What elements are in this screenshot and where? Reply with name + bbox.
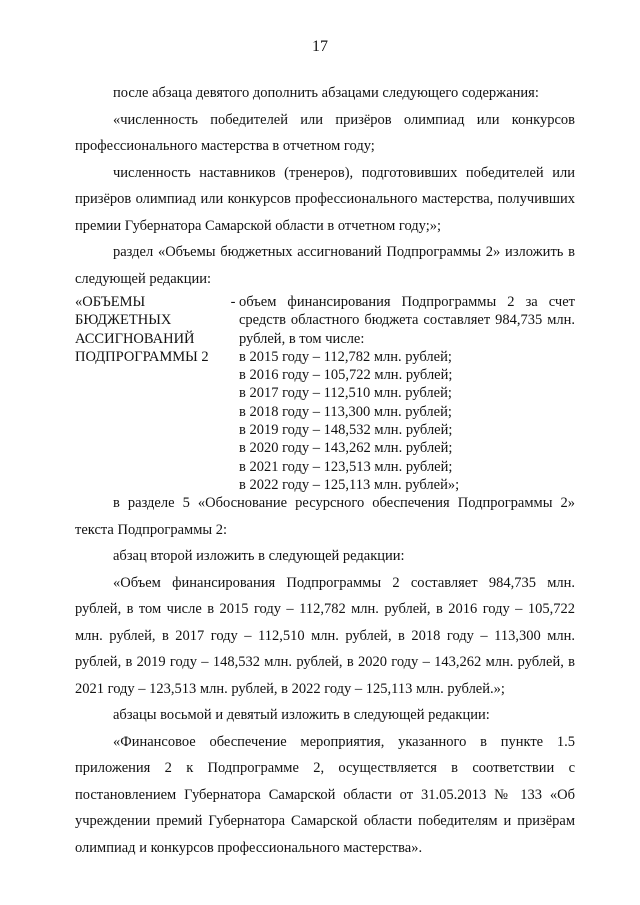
bottom-text-block bbox=[75, 490, 575, 861]
budget-table-values bbox=[239, 293, 575, 494]
paragraph-winners-count: «численность победителей или призёров олимпиад или конкурсов профессионального мастерства в отчетном году; bbox=[75, 111, 575, 154]
paragraph-abzac-second: абзац второй изложить в следующей редакции: bbox=[113, 548, 405, 564]
paragraph-financial-support: «Финансовое обеспечение мероприятия, указанного в пункте 1.5 приложения 2 к Подпрограмме 2, осуществляется в соответствии с постановлением Губернатора Самарской области от 31.05.2013 № 133 «Об учреждении премий Губернатора Самарской области победителям и призёрам олимпиад и конкурсов профессионального мастерства». bbox=[75, 733, 575, 856]
top-text-block bbox=[75, 80, 575, 292]
budget-year-line: в 2021 году – 123,513 млн. рублей; bbox=[239, 458, 453, 475]
budget-table-label bbox=[75, 293, 227, 494]
budget-year-line: в 2020 году – 143,262 млн. рублей; bbox=[239, 440, 453, 457]
paragraph-financing-volume: «Объем финансирования Подпрограммы 2 составляет 984,735 млн. рублей, в том числе в 2015 году – 112,782 млн. рублей, в 2016 году – 105,722 млн. рублей, в 2017 году – 112,510 млн. рублей, в 2018 году – 113,300 млн. рублей, в 2019 году – 148,532 млн. рублей, в 2020 году – 143,262 млн. рублей, в 2021 году – 123,513 млн. рублей, в 2022 году – 125,113 млн. рублей.»; bbox=[75, 574, 575, 697]
budget-year-line: в 2018 году – 113,300 млн. рублей; bbox=[239, 403, 452, 420]
budget-year-line: в 2015 году – 112,782 млн. рублей; bbox=[239, 348, 452, 365]
paragraph-mentors-count: численность наставников (тренеров), подготовивших победителей или призёров олимпиад или конкурсов профессионального мастерства, получивших премии Губернатора Самарской области в отчетном году;»; bbox=[75, 164, 575, 234]
budget-year-line: в 2019 году – 148,532 млн. рублей; bbox=[239, 422, 453, 439]
budget-year-line: в 2017 году – 112,510 млн. рублей; bbox=[239, 385, 452, 402]
label-line: БЮДЖЕТНЫХ bbox=[75, 312, 172, 329]
page-number: 17 bbox=[312, 38, 328, 55]
budget-year-line: в 2016 году – 105,722 млн. рублей; bbox=[239, 367, 453, 384]
paragraph-section-budget: раздел «Объемы бюджетных ассигнований Подпрограммы 2» изложить в следующей редакции: bbox=[75, 244, 575, 287]
paragraph-intro: после абзаца девятого дополнить абзацами следующего содержания: bbox=[113, 85, 539, 101]
budget-intro: объем финансирования Подпрограммы 2 за счет средств областного бюджета составляет 984,735 млн. рублей, в том числе: bbox=[239, 294, 575, 347]
paragraph-section5: в разделе 5 «Обоснование ресурсного обеспечения Подпрограммы 2» текста Подпрограммы 2: bbox=[75, 495, 575, 538]
label-line: АССИГНОВАНИЙ bbox=[75, 330, 195, 347]
label-line: ПОДПРОГРАММЫ 2 bbox=[75, 348, 209, 365]
paragraph-abzac-eighth-ninth: абзацы восьмой и девятый изложить в следующей редакции: bbox=[113, 707, 490, 723]
budget-table bbox=[75, 293, 575, 494]
budget-year-line: в 2022 году – 125,113 млн. рублей»; bbox=[239, 476, 460, 493]
budget-table-dash: - bbox=[230, 294, 236, 310]
label-line: «ОБЪЕМЫ bbox=[75, 294, 146, 310]
